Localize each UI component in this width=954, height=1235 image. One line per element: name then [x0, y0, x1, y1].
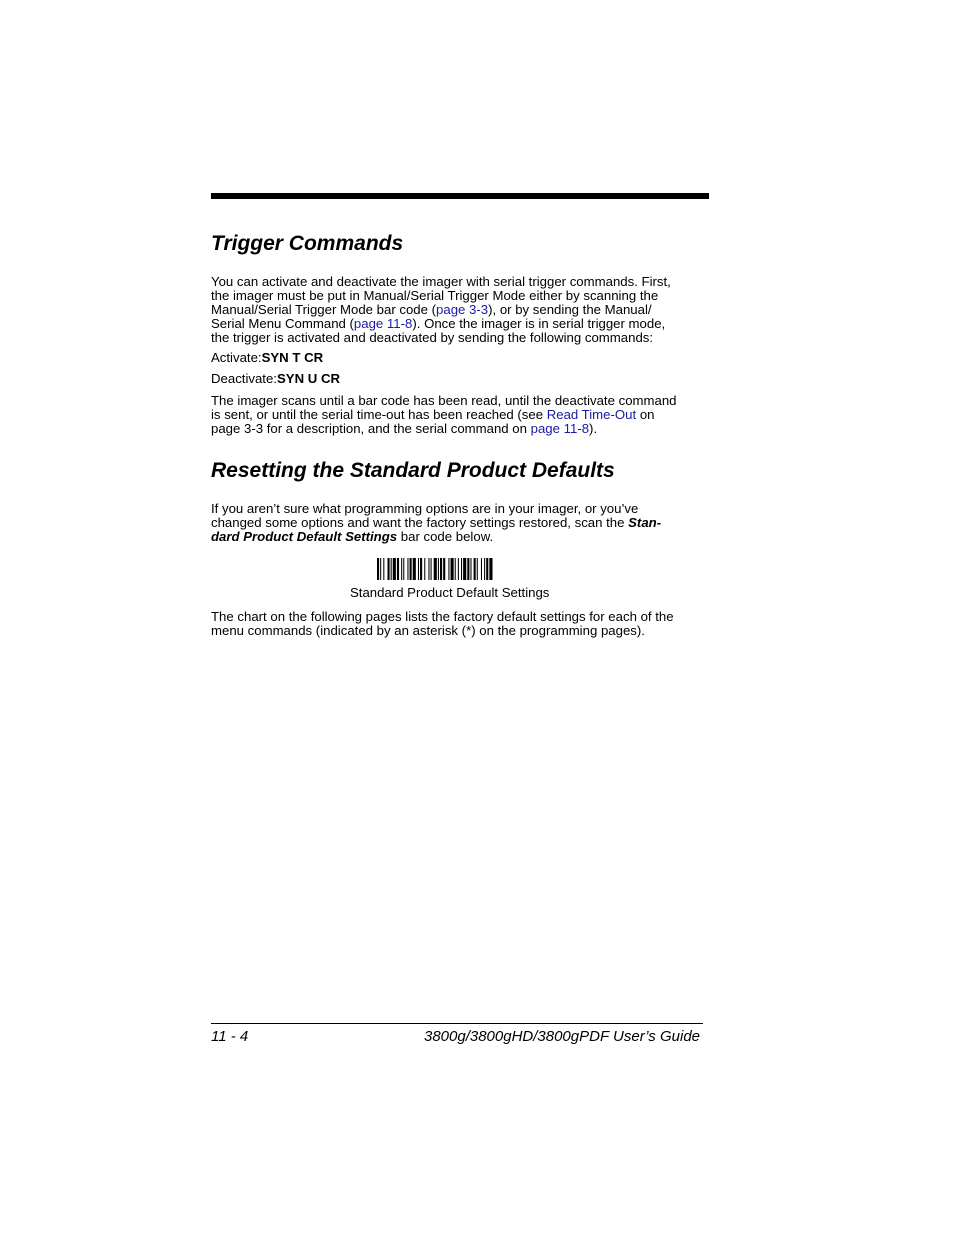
- page-11-8-link[interactable]: page 11-8: [530, 421, 590, 436]
- activate-command-code: SYN T CR: [261, 350, 324, 365]
- paragraph-line: [211, 516, 711, 530]
- text-run: is sent, or until the serial time-out has been reached (see: [211, 407, 547, 422]
- barcode-bar: [477, 558, 478, 580]
- trigger-scan-paragraph: [211, 394, 711, 436]
- text-run: on: [636, 407, 655, 422]
- paragraph-line: You can activate and deactivate the imager with serial trigger commands. First,: [211, 274, 671, 289]
- barcode-bar: [410, 558, 412, 580]
- barcode-bar: [484, 558, 485, 580]
- bold-italic-run: Stan-: [628, 515, 662, 530]
- barcode-bar: [420, 558, 422, 580]
- paragraph-line: the trigger is activated and deactivated by sending the following commands:: [211, 330, 654, 345]
- deactivate-command: [211, 372, 711, 386]
- barcode-bar: [440, 558, 442, 580]
- text-run: ).: [589, 421, 598, 436]
- barcode-bar: [431, 558, 432, 580]
- paragraph-line: [211, 317, 711, 331]
- barcode-bar: [463, 558, 466, 580]
- paragraph-line: The chart on the following pages lists the factory default settings for each of the: [211, 609, 674, 624]
- barcode-bar: [486, 558, 488, 580]
- barcode-bar: [393, 558, 396, 580]
- paragraph-line: the imager must be put in Manual/Serial Trigger Mode either by scanning the: [211, 288, 659, 303]
- paragraph-line: menu commands (indicated by an asterisk (*) on the programming pages).: [211, 623, 645, 638]
- standard-defaults-barcode: [377, 558, 537, 580]
- text-run: ). Once the imager is in serial trigger mode,: [412, 316, 666, 331]
- reset-defaults-heading: Resetting the Standard Product Defaults: [211, 459, 615, 482]
- barcode-bar: [470, 558, 471, 580]
- deactivate-command-code: SYN U CR: [276, 371, 340, 386]
- barcode-bar: [443, 558, 445, 580]
- footer-rule: [211, 1023, 703, 1024]
- text-run: bar code below.: [397, 529, 494, 544]
- barcode-bar: [397, 558, 399, 580]
- barcode-bar: [451, 558, 454, 580]
- barcode-bar: [413, 558, 416, 580]
- paragraph-line: If you aren’t sure what programming options are in your imager, or you’ve: [211, 501, 639, 516]
- trigger-commands-heading: Trigger Commands: [211, 232, 404, 255]
- barcode-bar: [428, 558, 429, 580]
- barcode-bar: [383, 558, 384, 580]
- barcode-bar: [458, 558, 459, 580]
- bold-italic-run: dard Product Default Settings: [211, 529, 398, 544]
- reset-intro-paragraph: [211, 502, 711, 544]
- barcode-bar: [489, 558, 492, 580]
- barcode-bar: [407, 558, 408, 580]
- barcode-bar: [434, 558, 437, 580]
- barcode-bar: [481, 558, 482, 580]
- text-run: changed some options and want the factory settings restored, scan the: [211, 515, 629, 530]
- footer-guide-title: 3800g/3800gHD/3800gPDF User’s Guide: [423, 1028, 700, 1045]
- barcode-bar: [438, 558, 439, 580]
- barcode-bar: [455, 558, 456, 580]
- read-time-out-link[interactable]: Read Time-Out: [546, 407, 637, 422]
- text-run: Serial Menu Command (: [211, 316, 354, 331]
- paragraph-line: [211, 422, 711, 436]
- text-run: Manual/Serial Trigger Mode bar code (: [211, 302, 437, 317]
- text-run: ), or by sending the Manual/: [488, 302, 652, 317]
- barcode-bar: [403, 558, 404, 580]
- paragraph-line: [211, 303, 711, 317]
- barcode-bar: [388, 558, 390, 580]
- trigger-intro-paragraph: [211, 275, 711, 345]
- barcode-bar: [474, 558, 476, 580]
- deactivate-label: Deactivate:: [211, 371, 277, 386]
- barcode-bar: [380, 558, 381, 580]
- barcode-bar: [377, 558, 379, 580]
- footer-page-number: 11 - 4: [211, 1028, 249, 1045]
- barcode-bar: [391, 558, 392, 580]
- barcode-bar: [424, 558, 425, 580]
- activate-command: [211, 351, 711, 365]
- paragraph-line: [211, 530, 711, 544]
- barcode-graphic: [377, 558, 537, 580]
- barcode-caption: Standard Product Default Settings: [350, 585, 550, 600]
- paragraph-line: The imager scans until a bar code has been read, until the deactivate command: [211, 393, 677, 408]
- barcode-bar: [448, 558, 449, 580]
- barcode-bar: [418, 558, 419, 580]
- page-3-3-link[interactable]: page 3-3: [436, 302, 489, 317]
- top-rule: [211, 193, 709, 199]
- default-chart-paragraph: [211, 610, 711, 638]
- text-run: page 3-3 for a description, and the serial command on: [211, 421, 531, 436]
- paragraph-line: [211, 408, 711, 422]
- barcode-bar: [467, 558, 469, 580]
- page-11-8-link[interactable]: page 11-8: [353, 316, 413, 331]
- barcode-bar: [401, 558, 402, 580]
- barcode-bar: [461, 558, 462, 580]
- activate-label: Activate:: [211, 350, 262, 365]
